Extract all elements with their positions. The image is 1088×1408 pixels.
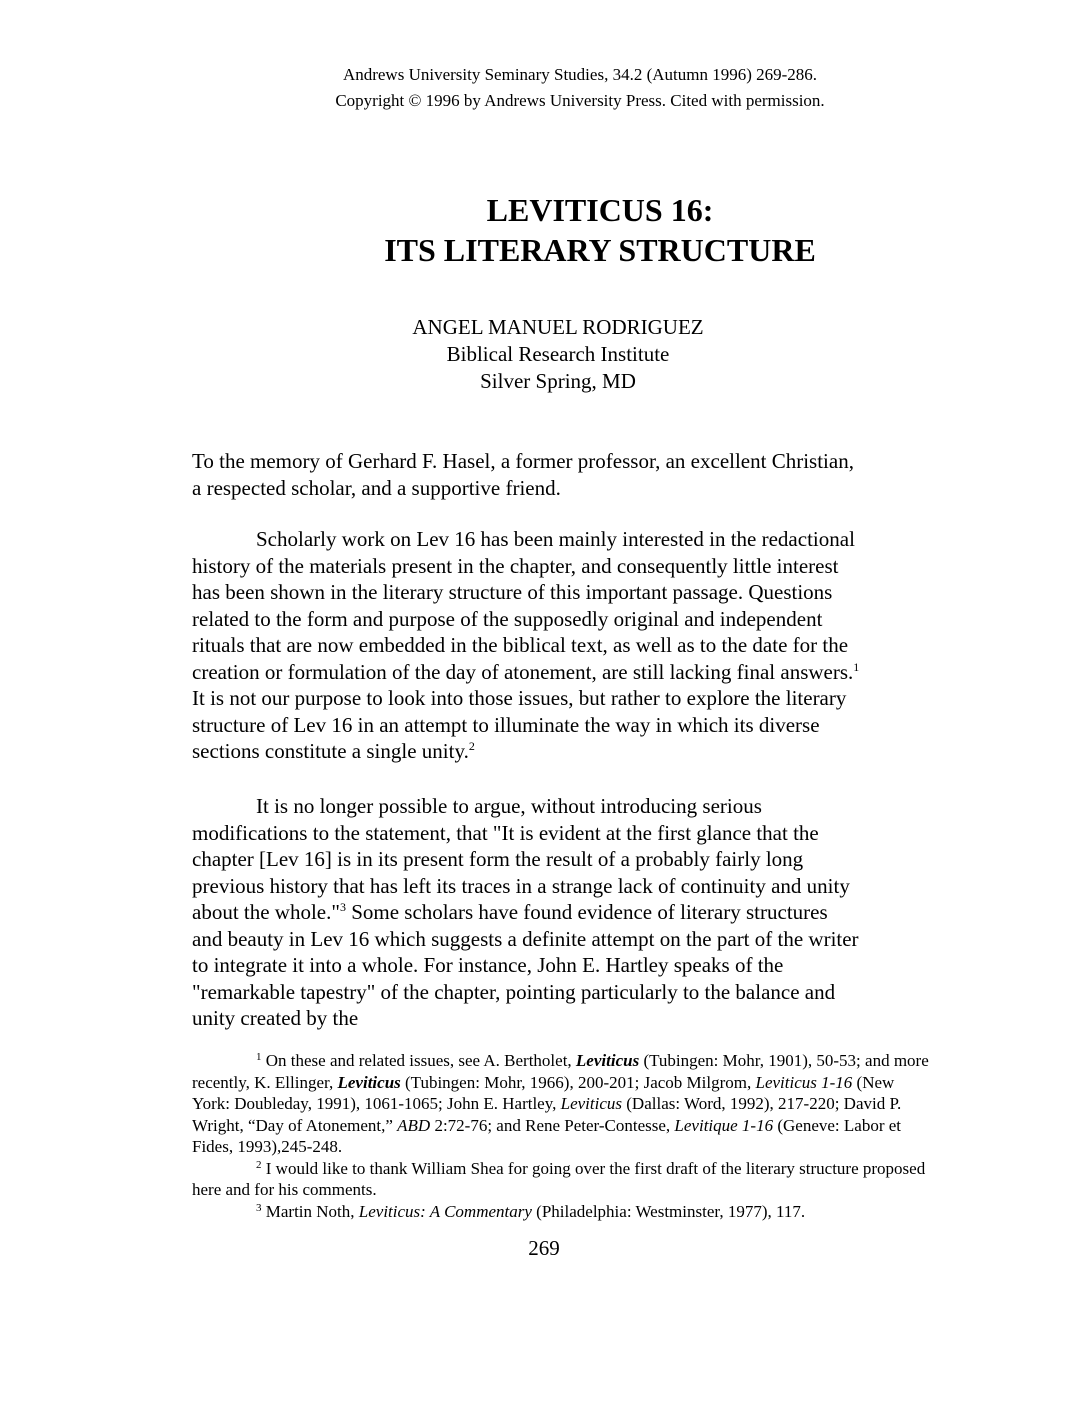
- footnote-text: (New York: Doubleday, 1991), 1061-1065; John E. Hartley,: [192, 1072, 895, 1113]
- dedication: To the memory of Gerhard F. Hasel, a former professor, an excellent Christian, a respected scholar, and a supportive friend.: [192, 449, 854, 500]
- title-line-2: ITS LITERARY STRUCTURE: [384, 232, 816, 268]
- citation-title: Leviticus 1-16: [755, 1072, 853, 1092]
- footnote-number: 1: [256, 1051, 262, 1063]
- paragraph-text: It is not our purpose to look into those issues, but rather to explore the literary structure of Lev 16 in an attempt to illuminate the way in which its diverse sections constitute a single unity.: [192, 686, 847, 763]
- article-title: [300, 190, 900, 270]
- author-institution: Biblical Research Institute: [446, 342, 670, 366]
- footnote-text: (Tubingen: Mohr, 1901), 50-53; and more recently, K. Ellinger,: [192, 1051, 929, 1092]
- footnote-text: (Dallas: Word, 1992), 217-220; David P. Wright, “Day of Atonement,”: [192, 1094, 902, 1135]
- footnotes: [192, 1050, 932, 1222]
- footnote-ref-3: 3: [339, 900, 346, 914]
- citation-header: [280, 62, 880, 114]
- footnote-text: On these and related issues, see A. Bertholet,: [261, 1051, 576, 1070]
- page-number: 269: [528, 1236, 560, 1260]
- footnote-2: [192, 1158, 932, 1201]
- footnote-1: [192, 1050, 932, 1158]
- author-name: ANGEL MANUEL RODRIGUEZ: [412, 315, 704, 339]
- title-line-1: LEVITICUS 16:: [486, 192, 714, 228]
- citation-title: Leviticus: [575, 1051, 640, 1070]
- citation-title: Levitique 1-16: [674, 1115, 774, 1135]
- body-paragraph-2: [192, 793, 860, 1032]
- citation-title: ABD: [397, 1115, 431, 1135]
- footnote-text: 2:72-76; and Rene Peter-Contesse,: [430, 1115, 675, 1135]
- footnote-text: (Geneve: Labor et Fides, 1993),245-248.: [192, 1115, 902, 1156]
- citation-line: Andrews University Seminary Studies, 34.2 (Autumn 1996) 269-286.: [342, 65, 818, 84]
- paragraph-text: Scholarly work on Lev 16 has been mainly interested in the redactional history of the materials present in the chapter, and consequently little interest has been shown in the literary structure of this important passage. Questions related to the form and purpose of the supposedly original and independent rituals that are now embedded in the biblical text, as well as to the date for the creation or formulation of the day of atonement, are still lacking final answers.: [192, 527, 855, 684]
- body-paragraph-1: [192, 526, 860, 765]
- footnote-ref-2: 2: [468, 739, 475, 753]
- citation-title: Leviticus: [560, 1094, 623, 1113]
- footnote-text: (Tubingen: Mohr, 1966), 200-201; Jacob Milgrom,: [400, 1072, 756, 1092]
- paragraph-text: Some scholars have found evidence of literary structures and beauty in Lev 16 which suggests a definite attempt on the part of the writer to integrate it into a whole. For instance, John E. Hartley speaks of the "remarkable tapestry" of the chapter, pointing particularly to the balance and unity created by the: [192, 900, 859, 1030]
- footnote-number: 3: [256, 1201, 262, 1214]
- footnote-ref-1: 1: [853, 659, 860, 674]
- footnote-number: 2: [256, 1158, 262, 1171]
- author-block: [358, 314, 758, 395]
- citation-title: Leviticus: A Commentary: [358, 1201, 532, 1221]
- author-location: Silver Spring, MD: [480, 369, 636, 393]
- footnote-text: I would like to thank William Shea for going over the first draft of the literary structure proposed here and for his comments.: [192, 1158, 926, 1199]
- footnote-3: [192, 1201, 932, 1223]
- footnote-text: Martin Noth,: [261, 1201, 359, 1221]
- citation-title: Leviticus: [337, 1072, 401, 1092]
- copyright-line: Copyright © 1996 by Andrews University Press. Cited with permission.: [335, 91, 825, 110]
- footnote-text: (Philadelphia: Westminster, 1977), 117.: [531, 1201, 806, 1221]
- paragraph-text: It is no longer possible to argue, without introducing serious modifications to the statement, that "It is evident at the first glance that the chapter [Lev 16] is in its present form the result of a probably fairly long previous history that has left its traces in a strange lack of continuity and unity about the whole.": [192, 794, 850, 924]
